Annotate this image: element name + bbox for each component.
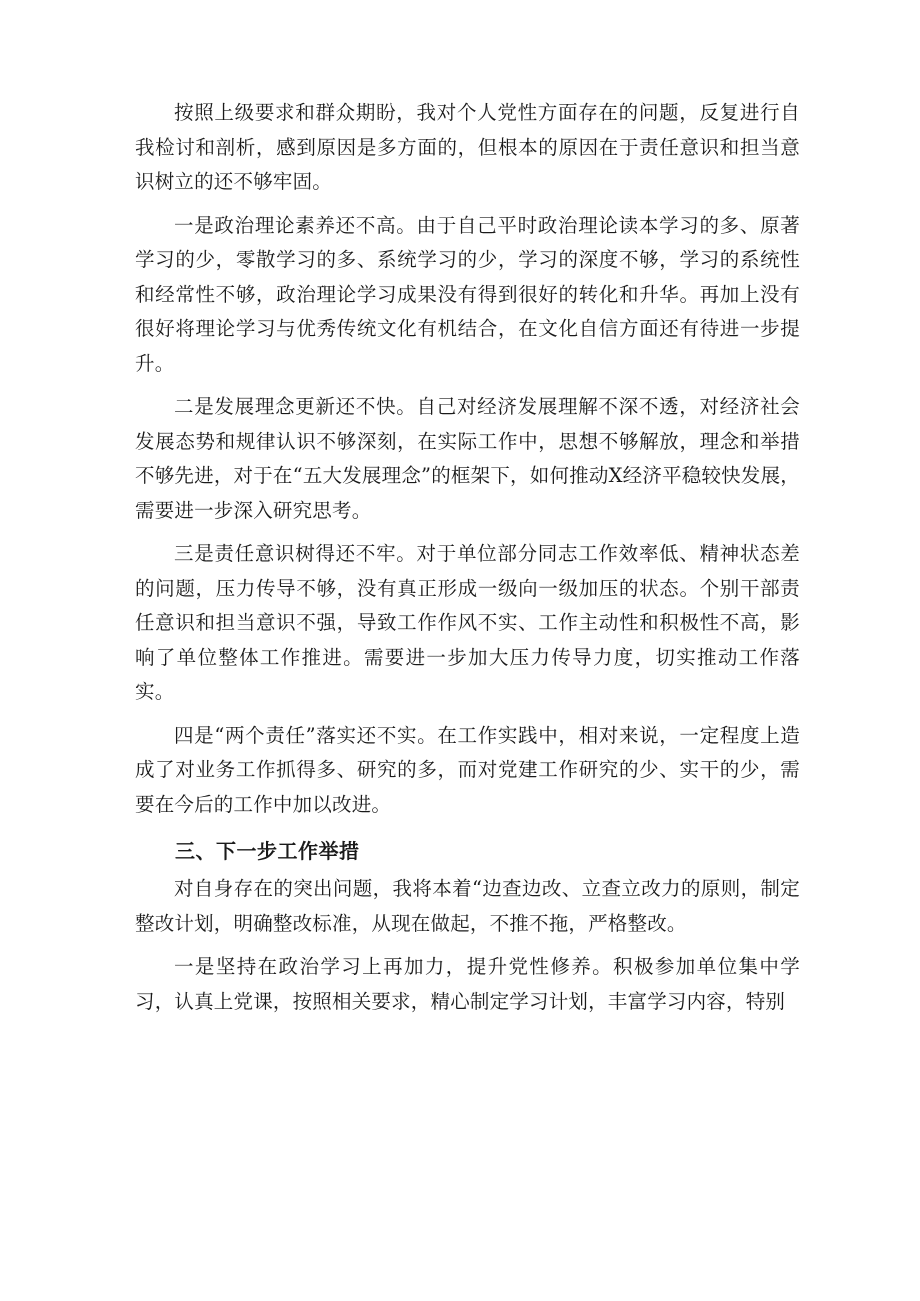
paragraph-responsibility: 三是责任意识树得还不牢。对于单位部分同志工作效率低、精神状态差的问题，压力传导不够，没有真正形成一级向一级加压的状态。个别干部责任意识和担当意识不强，导致工作作风不实、工作主动性和积极性不高，影响了单位整体工作推进。需要进一步加大压力传导力度，切实推动工作落实。 xyxy=(135,542,800,703)
paragraph-two-responsibilities: 四是“两个责任”落实还不实。在工作实践中，相对来说，一定程度上造成了对业务工作抓得多、研究的多，而对党建工作研究的少、实干的少，需要在今后的工作中加以改进。 xyxy=(135,723,800,816)
paragraph-intro: 按照上级要求和群众期盼，我对个人党性方面存在的问题，反复进行自我检讨和剖析，感到原因是多方面的，但根本的原因在于责任意识和担当意识树立的还不够牢固。 xyxy=(135,101,800,193)
document-body xyxy=(135,96,800,1019)
paragraph-political-theory: 一是政治理论素养还不高。由于自己平时政治理论读本学习的多、原著学习的少，零散学习的多、系统学习的少，学习的深度不够，学习的系统性和经常性不够，政治理论学习成果没有得到很好的转化和升华。再加上没有很好将理论学习与优秀传统文化有机结合，在文化自信方面还有待进一步提升。 xyxy=(135,213,800,375)
paragraph-political-study: 一是坚持在政治学习上再加力，提升党性修养。积极参加单位集中学习，认真上党课，按照相关要求，精心制定学习计划，丰富学习内容，特别 xyxy=(135,955,800,1013)
paragraph-development-concept: 二是发展理念更新还不快。自己对经济发展理解不深不透，对经济社会发展态势和规律认识不够深刻，在实际工作中，思想不够解放，理念和举措不够先进，对于在“五大发展理念”的框架下，如何推动X经济平稳较快发展，需要进一步深入研究思考。 xyxy=(135,395,800,522)
section-heading-next-steps: 三、下一步工作举措 xyxy=(175,839,360,863)
paragraph-rectification-intro: 对自身存在的突出问题，我将本着“边查边改、立查立改力的原则，制定整改计划，明确整改标准，从现在做起，不推不拖，严格整改。 xyxy=(135,877,800,935)
